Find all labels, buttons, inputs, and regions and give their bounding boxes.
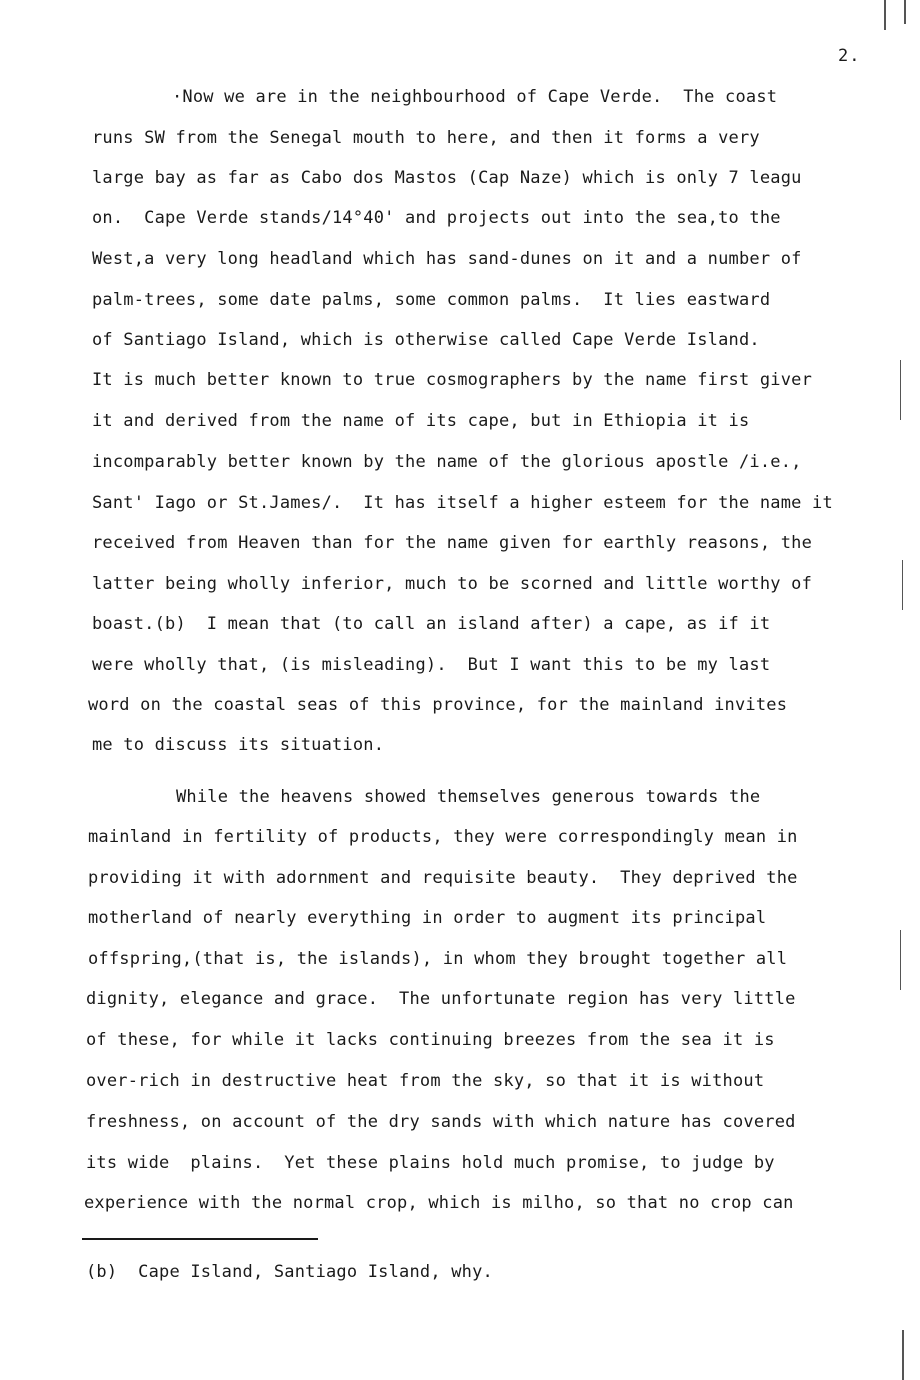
text-line: received from Heaven than for the name given for earthly reasons, the: [92, 533, 813, 553]
text-line: it and derived from the name of its cape, but in Ethiopia it is: [92, 411, 750, 431]
page-number: 2.: [838, 46, 861, 66]
text-line: of these, for while it lacks continuing breezes from the sea it is: [86, 1030, 775, 1050]
text-line: boast.(b) I mean that (to call an island after) a cape, as if it: [92, 614, 771, 634]
text-line: West,a very long headland which has sand-dunes on it and a number of: [92, 249, 802, 269]
text-line: dignity, elegance and grace. The unfortunate region has very little: [86, 989, 796, 1009]
text-line: over-rich in destructive heat from the sky, so that it is without: [86, 1071, 765, 1091]
text-line: me to discuss its situation.: [92, 735, 385, 755]
text-line: on. Cape Verde stands/14°40' and projects out into the sea,to the: [92, 208, 781, 228]
text-line: incomparably better known by the name of the glorious apostle /i.e.,: [92, 452, 802, 472]
scan-edge-mark: [902, 560, 903, 610]
text-line: large bay as far as Cabo dos Mastos (Cap Naze) which is only 7 leagu: [92, 168, 802, 188]
text-line: palm-trees, some date palms, some common palms. It lies eastward: [92, 290, 771, 310]
text-line: ·Now we are in the neighbourhood of Cape Verde. The coast: [172, 87, 778, 107]
scan-edge-mark: [904, 0, 906, 24]
text-line: experience with the normal crop, which is milho, so that no crop can: [84, 1193, 794, 1213]
scan-edge-mark: [884, 0, 886, 30]
text-line: It is much better known to true cosmographers by the name first giver: [92, 370, 813, 390]
text-line: word on the coastal seas of this province, for the mainland invites: [88, 695, 788, 715]
text-line: freshness, on account of the dry sands with which nature has covered: [86, 1112, 796, 1132]
text-line: latter being wholly inferior, much to be scorned and little worthy of: [92, 574, 813, 594]
text-line: mainland in fertility of products, they were correspondingly mean in: [88, 827, 798, 847]
text-line: its wide plains. Yet these plains hold much promise, to judge by: [86, 1153, 775, 1173]
scan-edge-mark: [900, 360, 901, 420]
scan-edge-mark: [902, 1330, 904, 1380]
text-line: motherland of nearly everything in order to augment its principal: [88, 908, 767, 928]
text-line: providing it with adornment and requisite beauty. They deprived the: [88, 868, 798, 888]
text-line: runs SW from the Senegal mouth to here, and then it forms a very: [92, 128, 760, 148]
text-line: offspring,(that is, the islands), in whom they brought together all: [88, 949, 788, 969]
text-line: were wholly that, (is misleading). But I want this to be my last: [92, 655, 771, 675]
text-line: of Santiago Island, which is otherwise called Cape Verde Island.: [92, 330, 760, 350]
footnote-divider: [82, 1238, 318, 1240]
scan-edge-mark: [900, 930, 901, 990]
text-line: While the heavens showed themselves generous towards the: [176, 787, 761, 807]
footnote: (b) Cape Island, Santiago Island, why.: [86, 1262, 493, 1282]
text-line: Sant' Iago or St.James/. It has itself a higher esteem for the name it: [92, 493, 833, 513]
